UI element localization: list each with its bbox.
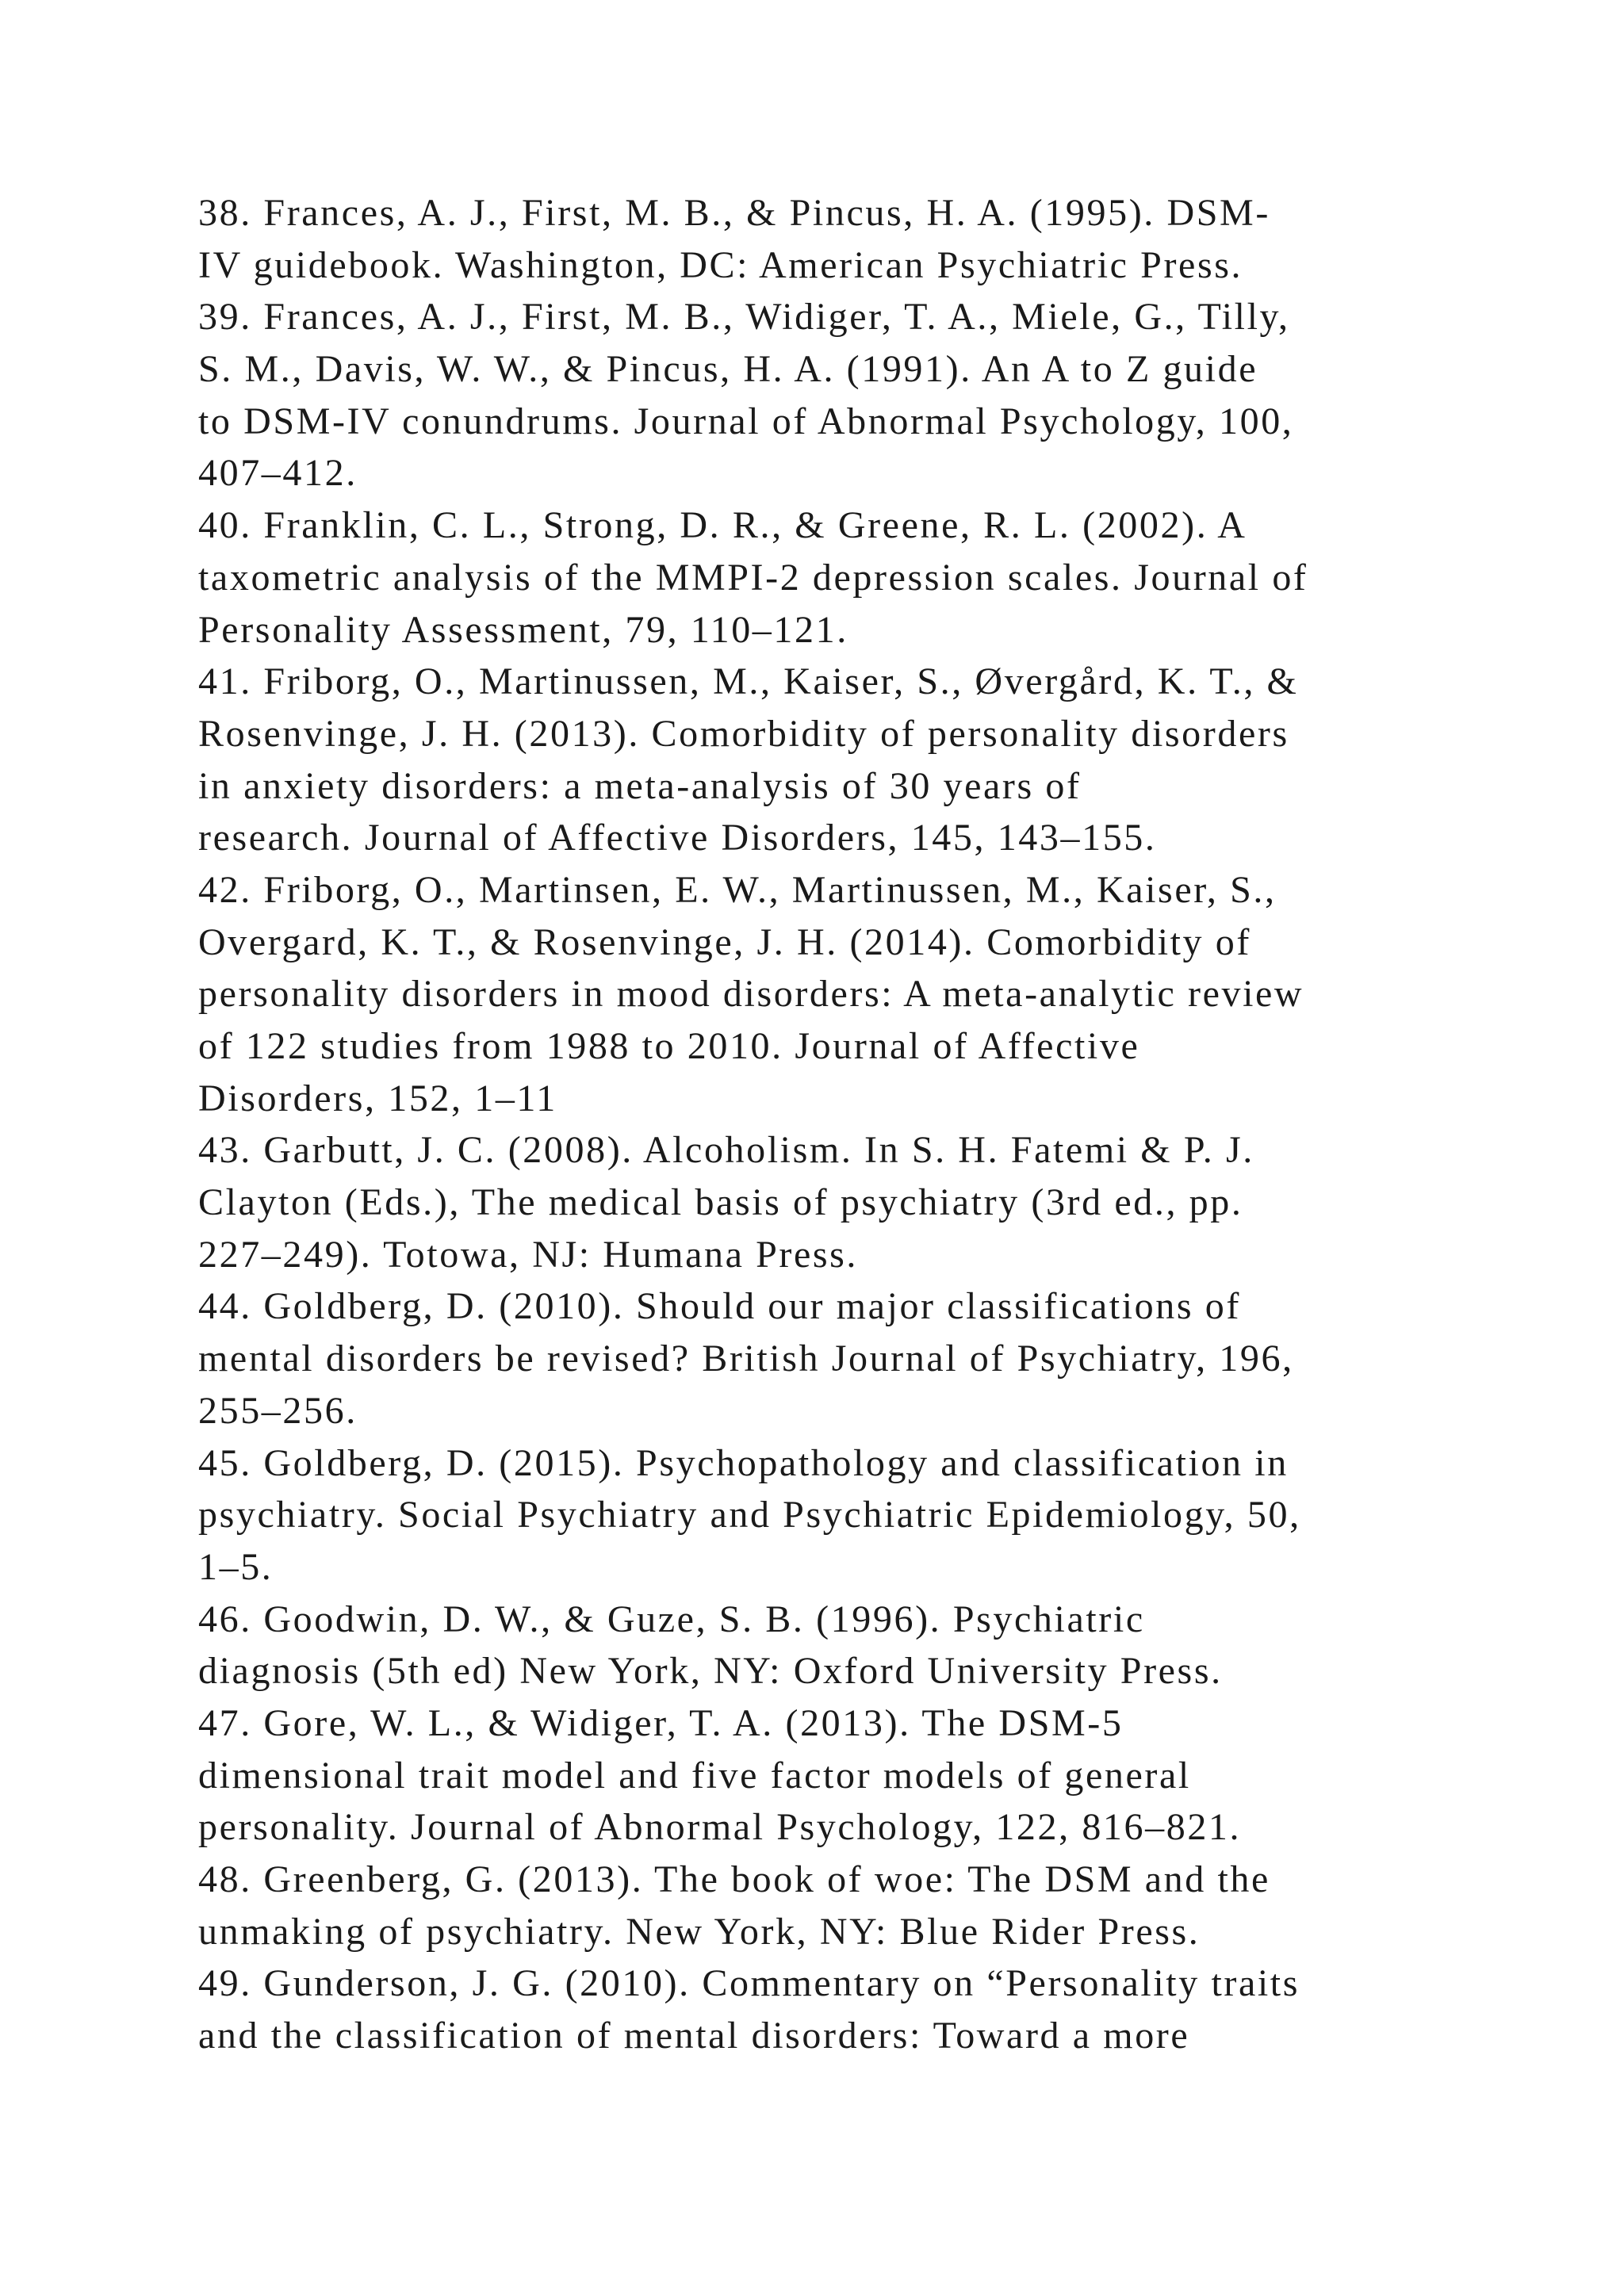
reference-line: 38. Frances, A. J., First, M. B., & Pincus, H. A. (1995). DSM- [198, 192, 1270, 234]
reference-line: Rosenvinge, J. H. (2013). Comorbidity of personality disorders [198, 712, 1289, 755]
reference-line: 47. Gore, W. L., & Widiger, T. A. (2013). The DSM-5 [198, 1701, 1124, 1744]
reference-list [198, 187, 1467, 2062]
reference-line: and the classification of mental disorders: Toward a more [198, 2015, 1190, 2057]
reference-line: mental disorders be revised? British Journal of Psychiatry, 196, [198, 1337, 1294, 1380]
reference-line: 42. Friborg, O., Martinsen, E. W., Martinussen, M., Kaiser, S., [198, 868, 1277, 911]
reference-line: 45. Goldberg, D. (2015). Psychopathology and classification in [198, 1441, 1289, 1484]
reference-line: 44. Goldberg, D. (2010). Should our major classifications of [198, 1285, 1241, 1328]
reference-line: in anxiety disorders: a meta-analysis of 30 years of [198, 764, 1082, 807]
reference-line: 49. Gunderson, J. G. (2010). Commentary on “Personality traits [198, 1962, 1300, 2005]
reference-line: Personality Assessment, 79, 110–121. [198, 608, 848, 651]
reference-line: personality disorders in mood disorders: A meta-analytic review [198, 973, 1304, 1016]
reference-line: 227–249). Totowa, NJ: Humana Press. [198, 1233, 859, 1276]
reference-line: Clayton (Eds.), The medical basis of psychiatry (3rd ed., pp. [198, 1181, 1243, 1224]
reference-line: 1–5. [198, 1545, 274, 1588]
reference-line: S. M., Davis, W. W., & Pincus, H. A. (1991). An A to Z guide [198, 348, 1258, 391]
reference-line: research. Journal of Affective Disorders, 145, 143–155. [198, 817, 1157, 859]
reference-line: of 122 studies from 1988 to 2010. Journal of Affective [198, 1025, 1140, 1067]
reference-line: diagnosis (5th ed) New York, NY: Oxford University Press. [198, 1650, 1223, 1693]
reference-line: 39. Frances, A. J., First, M. B., Widiger, T. A., Miele, G., Tilly, [198, 296, 1290, 339]
reference-line: Disorders, 152, 1–11 [198, 1077, 557, 1119]
reference-line: 41. Friborg, O., Martinussen, M., Kaiser, S., Øvergård, K. T., & [198, 660, 1299, 703]
reference-line: IV guidebook. Washington, DC: American Psychiatric Press. [198, 243, 1243, 286]
reference-line: unmaking of psychiatry. New York, NY: Blue Rider Press. [198, 1910, 1201, 1953]
reference-line: psychiatry. Social Psychiatry and Psychiatric Epidemiology, 50, [198, 1494, 1301, 1536]
reference-line: to DSM-IV conundrums. Journal of Abnormal Psychology, 100, [198, 400, 1294, 442]
reference-line: 40. Franklin, C. L., Strong, D. R., & Greene, R. L. (2002). A [198, 504, 1247, 547]
reference-line: taxometric analysis of the MMPI-2 depression scales. Journal of [198, 556, 1308, 599]
reference-line: dimensional trait model and five factor models of general [198, 1754, 1191, 1797]
reference-line: 46. Goodwin, D. W., & Guze, S. B. (1996). Psychiatric [198, 1598, 1145, 1640]
reference-line: 48. Greenberg, G. (2013). The book of woe: The DSM and the [198, 1858, 1270, 1900]
reference-line: Overgard, K. T., & Rosenvinge, J. H. (2014). Comorbidity of [198, 920, 1251, 963]
reference-line: 255–256. [198, 1389, 358, 1432]
reference-line: personality. Journal of Abnormal Psychology, 122, 816–821. [198, 1806, 1242, 1849]
reference-line: 407–412. [198, 452, 358, 495]
reference-line: 43. Garbutt, J. C. (2008). Alcoholism. In S. H. Fatemi & P. J. [198, 1129, 1254, 1172]
